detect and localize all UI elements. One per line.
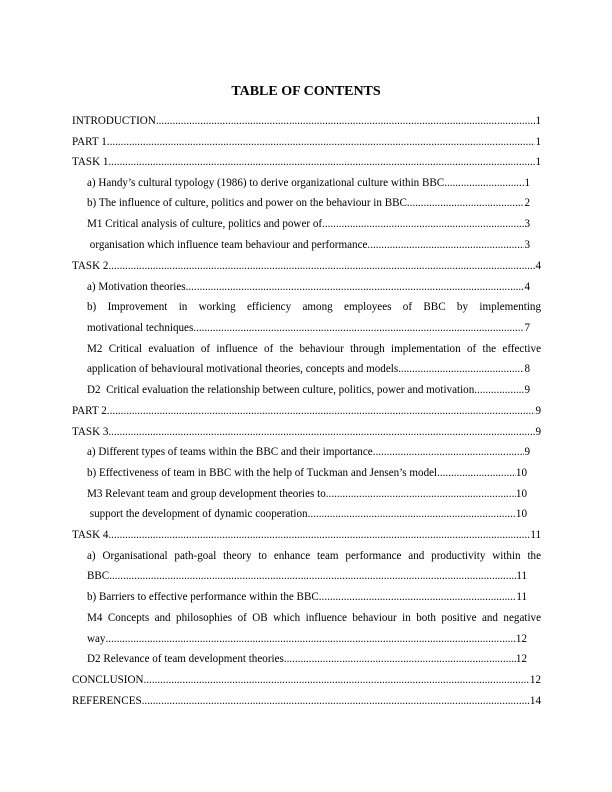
toc-entry-task-2[interactable] [72, 259, 541, 273]
toc-entry-task1-m1-cont[interactable] [87, 238, 530, 252]
toc-entry-page: 4 [524, 281, 530, 293]
toc-entry-part-2[interactable] [72, 404, 541, 418]
toc-entry-page: 2 [524, 197, 530, 209]
toc-entry-task4-b[interactable] [87, 590, 527, 604]
dot-leader [156, 114, 536, 128]
toc-entry-task-4[interactable] [72, 528, 541, 542]
dot-leader [308, 507, 516, 521]
toc-entry-text: D2 Relevance of team development theories [87, 653, 284, 665]
toc-entry-text: INTRODUCTION [72, 115, 156, 127]
toc-entry-page: 1 [535, 115, 541, 127]
toc-entry-task1-b[interactable] [87, 196, 530, 210]
toc-entry-task4-d2[interactable] [87, 652, 527, 666]
toc-entry-task1-a[interactable] [87, 176, 530, 190]
toc-entry-conclusion[interactable] [72, 673, 541, 687]
dot-leader [108, 259, 535, 273]
dot-leader [367, 238, 524, 252]
toc-entry-page: 12 [515, 633, 527, 645]
toc-entry-page: 11 [516, 570, 527, 582]
toc-title: TABLE OF CONTENTS [231, 84, 381, 99]
dot-leader [437, 466, 516, 480]
toc-entry-text: TASK 4 [72, 529, 109, 541]
dot-leader [319, 590, 517, 604]
toc-entry-task2-d2[interactable] [87, 383, 530, 397]
dot-leader [105, 632, 515, 646]
toc-entry-text: M2 Critical evaluation of influence of the behaviour through implementation of the effective [87, 343, 541, 355]
toc-entry-task3-b[interactable] [87, 466, 527, 480]
toc-entry-page: 10 [515, 508, 527, 520]
dot-leader [107, 135, 536, 149]
toc-entry-page: 9 [535, 426, 541, 438]
toc-entry-text: TASK 2 [72, 260, 109, 272]
toc-entry-page: 4 [535, 260, 541, 272]
toc-entry-task2-b-line1[interactable] [87, 300, 541, 314]
toc-entry-introduction[interactable] [72, 114, 541, 128]
toc-entry-text: a) Handy’s cultural typology (1986) to derive organizational culture within BBC [87, 177, 445, 189]
dot-leader [108, 155, 535, 169]
toc-entry-text: PART 2 [72, 405, 107, 417]
dot-leader [107, 404, 536, 418]
toc-entry-text: a) Organisational path-goal theory to enhance team performance and productivity within the [87, 550, 541, 562]
toc-entry-task4-a-line2[interactable] [87, 569, 527, 583]
toc-entry-text: b) Effectiveness of team in BBC with the help of Tuckman and Jensen’s model [87, 467, 438, 479]
dot-leader [144, 673, 530, 687]
toc-entry-task3-m3[interactable] [87, 487, 527, 501]
dot-leader [407, 196, 525, 210]
toc-entry-page: 3 [524, 218, 530, 230]
toc-entry-task1-m1[interactable] [87, 217, 530, 231]
toc-entry-task-3[interactable] [72, 425, 541, 439]
toc-entry-text: motivational techniques [87, 322, 194, 334]
toc-entry-text: PART 1 [72, 136, 107, 148]
toc-entry-text: TASK 3 [72, 426, 109, 438]
toc-entry-task4-m4-line2[interactable] [87, 632, 527, 646]
toc-entry-task2-b-line2[interactable] [87, 321, 530, 335]
toc-entry-page: 1 [535, 136, 541, 148]
toc-entry-page: 9 [524, 384, 530, 396]
toc-entry-task4-m4-line1[interactable] [87, 611, 541, 625]
toc-entry-page: 9 [535, 405, 541, 417]
toc-entry-page: 8 [524, 363, 530, 375]
toc-entry-text: support the development of dynamic cooperation [87, 508, 308, 520]
dot-leader [326, 487, 516, 501]
toc-entry-text: organisation which influence team behaviour and performance [87, 239, 368, 251]
toc-entry-text: a) Motivation theories [87, 281, 186, 293]
toc-entry-part-1[interactable] [72, 135, 541, 149]
toc-entry-task2-a[interactable] [87, 280, 530, 294]
dot-leader [108, 528, 530, 542]
toc-entry-task2-m2-line1[interactable] [87, 342, 541, 356]
toc-entry-page: 1 [524, 177, 530, 189]
dot-leader [284, 652, 516, 666]
toc-entry-task-1[interactable] [72, 155, 541, 169]
toc-entry-text: TASK 1 [72, 156, 109, 168]
toc-entry-text: CONCLUSION [72, 674, 144, 686]
toc-entry-page: 7 [524, 322, 530, 334]
toc-entry-text: M1 Critical analysis of culture, politics and power of [87, 218, 323, 230]
toc-entry-references[interactable] [72, 694, 541, 708]
toc-entry-page: 11 [516, 591, 527, 603]
toc-entry-page: 12 [529, 674, 541, 686]
toc-entry-task4-a-line1[interactable] [87, 549, 541, 563]
dot-leader [109, 569, 516, 583]
toc-entry-text: b) Barriers to effective performance within the BBC [87, 591, 319, 603]
toc-entry-text: application of behavioural motivational theories, concepts and models [87, 363, 399, 375]
toc-entry-task3-m3-cont[interactable] [87, 507, 527, 521]
toc-entry-page: 10 [515, 488, 527, 500]
dot-leader [373, 445, 525, 459]
toc-entry-text: way [87, 633, 106, 645]
dot-leader [108, 425, 535, 439]
toc-entry-text: D2 Critical evaluation the relationship between culture, politics, power and motivation [87, 384, 475, 396]
toc-entry-text: REFERENCES [72, 695, 142, 707]
toc-entry-text: b) Improvement in working efficiency among employees of BBC by implementing [87, 301, 541, 313]
toc-entry-page: 12 [515, 653, 527, 665]
toc-entry-task3-a[interactable] [87, 445, 530, 459]
dot-leader [186, 280, 525, 294]
toc-entry-text: M4 Concepts and philosophies of OB which influence behaviour in both positive and negative [87, 612, 541, 624]
dot-leader [142, 694, 530, 708]
toc-entry-page: 1 [535, 156, 541, 168]
toc-entry-page: 3 [524, 239, 530, 251]
toc-entry-text: BBC [87, 570, 110, 582]
toc-entry-page: 10 [515, 467, 527, 479]
dot-leader [474, 383, 524, 397]
dot-leader [322, 217, 524, 231]
toc-entry-text: b) The influence of culture, politics and power on the behaviour in BBC [87, 197, 407, 209]
toc-entry-task2-m2-line2[interactable] [87, 362, 530, 376]
toc-entry-text: M3 Relevant team and group development theories to [87, 488, 326, 500]
dot-leader [193, 321, 524, 335]
dot-leader [444, 176, 524, 190]
toc-entry-page: 9 [524, 446, 530, 458]
toc-entry-page: 11 [530, 529, 541, 541]
dot-leader [398, 362, 524, 376]
toc-entry-text: a) Different types of teams within the BBC and their importance [87, 446, 373, 458]
toc-entry-page: 14 [529, 695, 541, 707]
